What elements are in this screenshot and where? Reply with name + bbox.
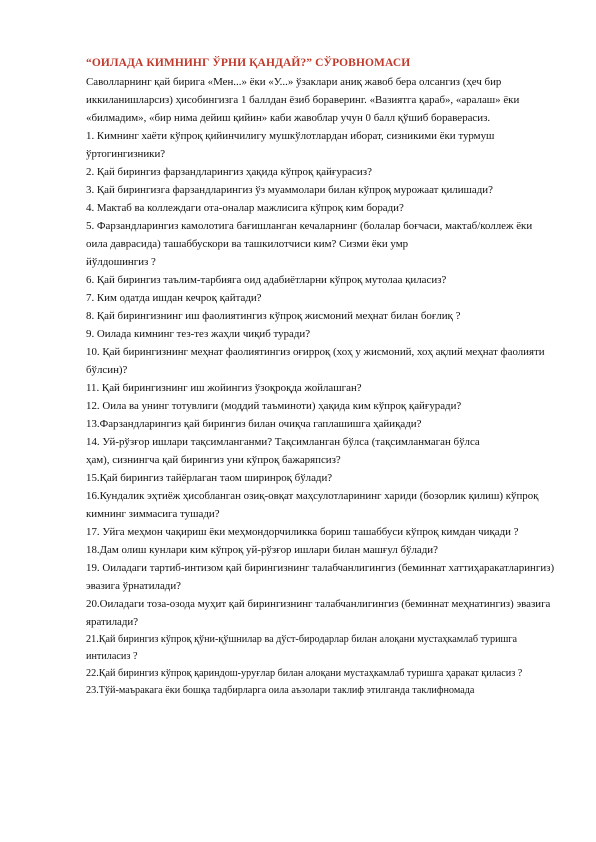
question-21: 21.Қай бирингиз кўпроқ қўни-қўшнилар ва дўст-биродарлар билан алоқани мустаҳкамлаб туришга интиласиз ? bbox=[86, 634, 518, 662]
question-22: 22.Қай бирингиз кўпроқ қариндош-уруғлар билан алоқани мустаҳкамлаб туришга ҳаракат қиласиз ? bbox=[86, 668, 523, 679]
question-11: 11. Қай бирингизнинг иш жойингиз ўзоқроқда жойлашган? bbox=[86, 382, 362, 394]
question-4: 4. Мактаб ва коллеждаги ота-оналар мажлисига кўпроқ ким боради? bbox=[86, 202, 404, 214]
question-1: 1. Кимнинг хаёти кўпроқ қийинчилигу мушкўлотлардан иборат, сизникими ёки турмуш ўртогингизники? bbox=[86, 130, 495, 160]
instructions-paragraph: Саволларнинг қай бирига «Мен...» ёки «У...» ўзаклари аниқ жавоб бера олсангиз (ҳеч бир иккиланишларсиз) ҳисобингизга 1 баллдан ёзиб бораверинг. «Вазиятга қараб», «аралаш» ёки «билмадим», «бир нима дейиш қийин» каби жавоблар учун 0 балл қўшиб бораверасиз. bbox=[86, 76, 520, 124]
question-18: 18.Дам олиш кунлари ким кўпроқ уй-рўзғор ишлари билан машғул бўлади? bbox=[86, 544, 438, 556]
document-title: “ОИЛАДА КИМНИНГ ЎРНИ ҚАНДАЙ?” СЎРОВНОМАСИ bbox=[86, 57, 411, 69]
question-3: 3. Қай бирингизга фарзандларингиз ўз муаммолари билан кўпроқ мурожаат қилишади? bbox=[86, 184, 493, 196]
question-23: 23.Тўй-маъракага ёки бошқа тадбирларга оила аъзолари таклиф этилганда таклифномада bbox=[86, 685, 475, 696]
question-5-continued: йўлдошингиз ? bbox=[86, 256, 156, 268]
question-5: 5. Фарзандларингиз камолотига бағишланган кечаларнинг (болалар боғчаси, мактаб/коллеж ёки оила даврасида) ташаббускори ва ташкилотчиси ким? Сизми ёки умр bbox=[86, 220, 533, 250]
question-12: 12. Оила ва унинг тотувлиги (моддий таъминоти) ҳақида ким кўпроқ қайғуради? bbox=[86, 400, 462, 412]
question-14: 14. Уй-рўзғор ишлари тақсимланганми? Тақсимланган бўлса (тақсимланмаган бўлса bbox=[86, 436, 480, 448]
question-6: 6. Қай бирингиз таълим-тарбияга оид адабиётларни кўпроқ мутолаа қиласиз? bbox=[86, 274, 447, 286]
question-19: 19. Оиладаги тартиб-интизом қай бирингизнинг талабчанлигингиз (беминнат хаттиҳаракатларингиз) эвазига ўрнатилади? bbox=[86, 562, 555, 592]
question-2: 2. Қай бирингиз фарзандларингиз ҳақида кўпроқ қайғурасиз? bbox=[86, 166, 372, 178]
document-body bbox=[86, 73, 556, 699]
question-20: 20.Оиладаги тоза-озода муҳит қай бирингизнинг талабчанлигингиз (беминнат меҳнатингиз) эвазига яратилади? bbox=[86, 598, 551, 628]
question-15: 15.Қай бирингиз тайёрлаган таом ширинроқ бўлади? bbox=[86, 472, 333, 484]
question-7: 7. Ким одатда ишдан кечроқ қайтади? bbox=[86, 292, 262, 304]
question-14-continued: ҳам), сизнингча қай бирингиз уни кўпроқ бажаряпсиз? bbox=[86, 454, 341, 466]
question-16: 16.Кундалик эҳтиёж ҳисобланган озиқ-овқат маҳсулотларининг хариди (бозорлик қилиш) кўпроқ кимнинг зиммасига тушади? bbox=[86, 490, 539, 520]
question-8: 8. Қай бирингизнинг иш фаолиятингиз кўпроқ жисмоний меҳнат билан боғлиқ ? bbox=[86, 310, 461, 322]
question-17: 17. Уйга меҳмон чақириш ёки меҳмондорчиликка бориш ташаббуси кўпроқ кимдан чиқади ? bbox=[86, 526, 519, 538]
question-9: 9. Оилада кимнинг тез-тез жаҳли чиқиб туради? bbox=[86, 328, 311, 340]
question-13: 13.Фарзандларингиз қай бирингиз билан очиқча гаплашишга ҳайиқади? bbox=[86, 418, 422, 430]
question-10: 10. Қай бирингизнинг меҳнат фаолиятингиз оғирроқ (хоҳ у жисмоний, хоҳ ақлий меҳнат фаолияти бўлсин)? bbox=[86, 346, 545, 376]
